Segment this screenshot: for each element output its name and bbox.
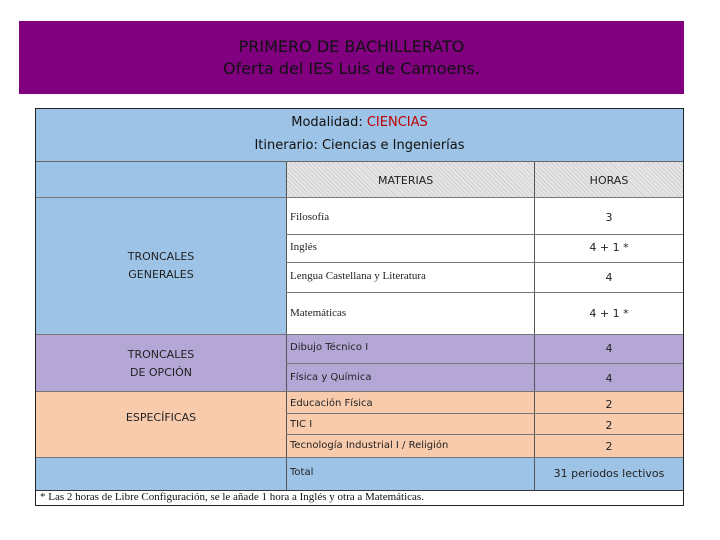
footnote: * Las 2 horas de Libre Configuración, se le añade 1 hora a Inglés y otra a Matemáticas. (40, 491, 424, 503)
group-label-troncales-generales (86, 248, 236, 284)
subject-fisica-quimica: Física y Química (290, 372, 372, 383)
row-line (286, 234, 683, 235)
row-line (286, 413, 683, 414)
group-label-line: DE OPCIÓN (129, 366, 193, 379)
subject-dibujo: Dibujo Técnico I (290, 342, 369, 353)
row-line (286, 262, 683, 263)
hours-tic: 2 (605, 419, 613, 432)
horas-heading: HORAS (589, 174, 629, 187)
hours-ingles: 4 + 1 * (589, 241, 629, 254)
subject-ingles: Inglés (290, 241, 317, 253)
hours-dibujo: 4 (605, 342, 613, 355)
hours-fisica-quimica: 4 (605, 372, 613, 385)
group-label-line: TRONCALES (127, 250, 195, 263)
subject-lengua: Lengua Castellana y Literatura (290, 270, 426, 282)
table-header (36, 109, 683, 162)
row-line (286, 363, 683, 364)
group-label-troncales-opcion (86, 346, 236, 382)
hours-filosofia: 3 (605, 211, 613, 224)
hours-tecnologia-religion: 2 (605, 440, 613, 453)
title-line-1: PRIMERO DE BACHILLERATO (238, 36, 465, 56)
hours-educacion-fisica: 2 (605, 398, 613, 411)
subject-educacion-fisica: Educación Física (290, 398, 373, 409)
row-line (36, 334, 683, 335)
row-line (36, 391, 683, 392)
subject-tic: TIC I (290, 419, 313, 430)
divider-group (286, 162, 287, 491)
row-line (36, 457, 683, 458)
subject-matematicas: Matemáticas (290, 307, 347, 319)
modalidad-line (36, 115, 683, 130)
modalidad-label: Modalidad: (291, 115, 363, 130)
total-label: Total (290, 467, 314, 478)
title-banner (19, 21, 684, 94)
row-line (36, 197, 683, 198)
row-line (286, 292, 683, 293)
total-hours: 31 periodos lectivos (553, 467, 665, 480)
title-line-2: Oferta del IES Luis de Camoens. (223, 58, 480, 78)
subject-filosofia: Filosofía (290, 211, 330, 223)
column-header-blank (36, 162, 286, 197)
materias-heading: MATERIAS (378, 174, 434, 187)
modalidad-value: CIENCIAS (366, 115, 428, 130)
subject-tecnologia-religion: Tecnología Industrial I / Religión (290, 440, 449, 451)
hours-matematicas: 4 + 1 * (589, 307, 629, 320)
group-label-line: GENERALES (128, 268, 194, 281)
itinerario-line: Itinerario: Ciencias e Ingenierías (254, 138, 465, 153)
curriculum-table (35, 108, 684, 506)
group-label-line: TRONCALES (127, 348, 195, 361)
group-label-especificas: ESPECÍFICAS (125, 411, 197, 424)
total-row-bg (36, 457, 286, 491)
row-line (286, 434, 683, 435)
hours-lengua: 4 (605, 271, 613, 284)
